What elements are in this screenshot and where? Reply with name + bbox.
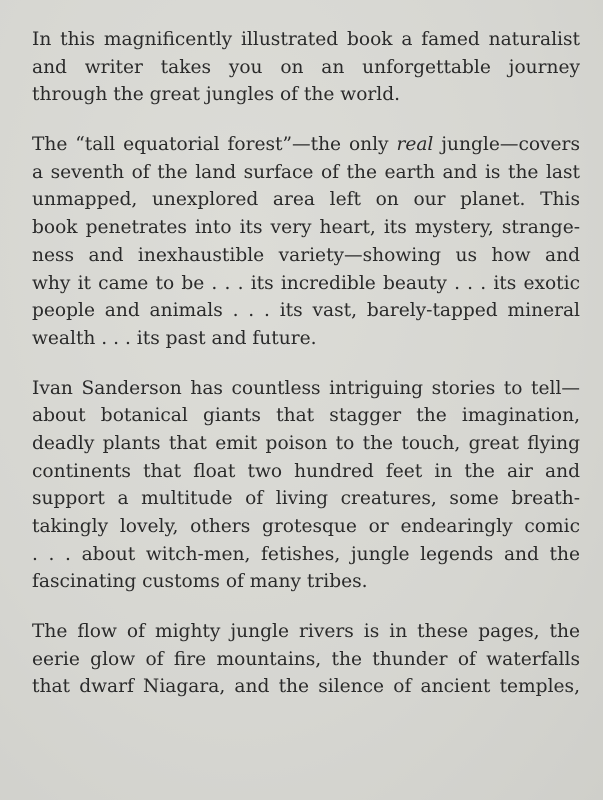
text-line: through the great jungles of the world. [32, 84, 401, 106]
text-line: wealth . . . its past and future. [32, 327, 317, 349]
text-line: eerie glow of fire mountains, the thunder of waterfalls [32, 648, 580, 670]
paragraph-2 [32, 131, 580, 353]
text-line: fascinating customs of many tribes. [32, 571, 368, 593]
text-line: In this magnificently illustrated book a famed naturalist [32, 29, 580, 50]
text-line: Ivan Sanderson has countless intriguing stories to tell— [32, 377, 580, 399]
paragraph-3 [32, 375, 580, 597]
text-line [32, 131, 580, 159]
emphasis-real: real [396, 134, 434, 156]
paragraph-1 [32, 26, 580, 109]
book-jacket-text [32, 26, 580, 723]
text-line: ness and inexhaustible variety—showing us how and [32, 244, 580, 266]
text-line: a seventh of the land surface of the earth and is the last [32, 161, 580, 183]
text-line: deadly plants that emit poison to the touch, great flying [32, 432, 580, 454]
text-line: why it came to be . . . its incredible beauty . . . its exotic [32, 272, 580, 294]
text-line: about botanical giants that stagger the imagination, [32, 405, 580, 427]
text-line: and writer takes you on an unforgettable journey [32, 56, 580, 78]
text-line: continents that float two hundred feet in the air and [32, 460, 580, 482]
text-line: unmapped, unexplored area left on our planet. This [32, 189, 580, 211]
text-run: jungle—covers [433, 134, 580, 156]
paragraph-4 [32, 618, 580, 701]
text-line: people and animals . . . its vast, barely-tapped mineral [32, 300, 580, 322]
text-line: . . . about witch-men, fetishes, jungle legends and the [32, 543, 580, 565]
text-line: support a multitude of living creatures, some breath- [32, 488, 580, 510]
text-line: book penetrates into its very heart, its mystery, strange- [32, 217, 580, 239]
text-line: The flow of mighty jungle rivers is in these pages, the [32, 621, 580, 643]
text-run: The “tall equatorial forest”—the only [32, 134, 397, 156]
text-line: takingly lovely, others grotesque or endearingly comic [32, 516, 580, 537]
text-line: that dwarf Niagara, and the silence of ancient temples, [32, 676, 580, 698]
